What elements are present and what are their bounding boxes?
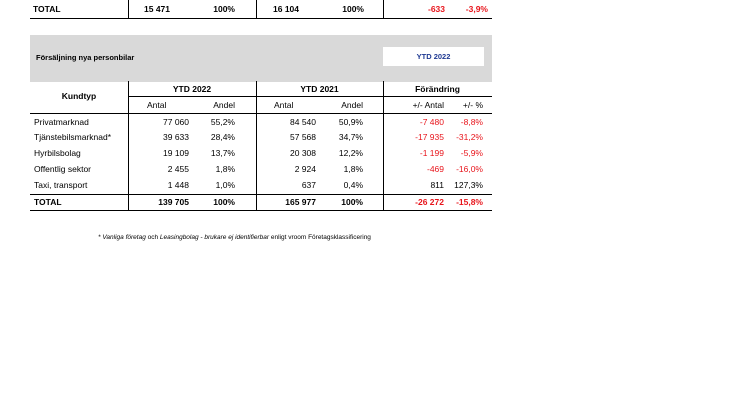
sub-change-antal: +/- Antal: [412, 100, 444, 110]
row-antal-2021: 84 540: [290, 117, 316, 127]
row-change-pct: -31,2%: [456, 132, 483, 142]
group-forandring: Förändring: [415, 84, 460, 94]
row-andel-2022: 1,0%: [215, 180, 235, 190]
row-antal-2021: 20 308: [290, 148, 316, 158]
row-antal-2022: 1 448: [167, 180, 189, 190]
row-kundtyp: Tjänstebilsmarknad*: [34, 132, 112, 142]
row-change-pct: -5,9%: [460, 148, 483, 158]
total-change-pct: -15,8%: [456, 197, 483, 207]
sub-andel-2022: Andel: [213, 100, 235, 110]
sub-change-pct: +/- %: [462, 100, 483, 110]
row-kundtyp: Taxi, transport: [34, 180, 88, 190]
group-underline: [128, 96, 492, 97]
row-change-pct: -16,0%: [456, 164, 483, 174]
header-bottom-rule: [30, 113, 492, 114]
sub-andel-2021: Andel: [341, 100, 363, 110]
top-total-label: TOTAL: [33, 4, 61, 14]
row-kundtyp: Hyrbilsbolag: [34, 148, 81, 158]
section-title: Försäljning nya personbilar: [36, 53, 135, 62]
footnote: [98, 234, 371, 241]
total-andel-2022: 100%: [213, 197, 235, 207]
group-ytd-2021: YTD 2021: [300, 84, 339, 94]
total-bottom-rule: [30, 210, 492, 211]
row-andel-2022: 28,4%: [210, 132, 235, 142]
table-row: [30, 147, 492, 160]
top-total-andel-2022: 100%: [213, 4, 235, 14]
row-andel-2021: 1,8%: [343, 164, 363, 174]
row-antal-2022: 39 633: [163, 132, 189, 142]
footnote-part-2: och: [145, 234, 160, 241]
row-antal-2022: 2 455: [167, 164, 189, 174]
row-andel-2022: 55,2%: [210, 117, 235, 127]
table-row: [30, 131, 492, 144]
table-row: [30, 116, 492, 129]
top-total-row: [30, 0, 492, 20]
top-divider-2: [256, 0, 257, 19]
top-total-change-pct: -3,9%: [465, 4, 488, 14]
col-kundtyp: Kundtyp: [61, 91, 97, 101]
row-andel-2021: 0,4%: [343, 180, 363, 190]
header-top-rule: [30, 81, 492, 82]
row-antal-2021: 57 568: [290, 132, 316, 142]
row-antal-2021: 637: [301, 180, 316, 190]
row-andel-2022: 13,7%: [210, 148, 235, 158]
top-total-andel-2021: 100%: [342, 4, 364, 14]
total-antal-2021: 165 977: [285, 197, 316, 207]
row-andel-2021: 12,2%: [338, 148, 363, 158]
row-change-antal: -17 935: [415, 132, 444, 142]
total-top-rule: [30, 194, 492, 195]
sub-antal-2022: Antal: [147, 100, 167, 110]
sub-antal-2021: Antal: [274, 100, 294, 110]
footnote-part-4: enligt vroom Företagsklassificering: [269, 234, 371, 241]
row-andel-2022: 1,8%: [215, 164, 235, 174]
total-label: TOTAL: [34, 197, 62, 207]
top-total-antal-2021: 16 104: [273, 4, 299, 14]
group-ytd-2022: YTD 2022: [172, 84, 212, 94]
row-antal-2021: 2 924: [294, 164, 316, 174]
row-andel-2021: 50,9%: [338, 117, 363, 127]
total-antal-2022: 139 705: [158, 197, 189, 207]
table-row: [30, 179, 492, 192]
row-change-antal: 811: [430, 180, 444, 190]
top-divider-1: [128, 0, 129, 19]
row-change-antal: -469: [426, 164, 444, 174]
row-change-pct: -8,8%: [460, 117, 483, 127]
total-row: [30, 196, 492, 209]
row-change-antal: -7 480: [419, 117, 444, 127]
table-row: [30, 163, 492, 176]
top-total-change-antal: -633: [427, 4, 445, 14]
row-antal-2022: 19 109: [163, 148, 189, 158]
row-antal-2022: 77 060: [163, 117, 189, 127]
period-badge-label: YTD 2022: [416, 52, 451, 61]
row-kundtyp: Offentlig sektor: [34, 164, 92, 174]
top-total-antal-2022: 15 471: [144, 4, 170, 14]
total-change-antal: -26 272: [415, 197, 444, 207]
period-badge: [383, 47, 484, 66]
total-andel-2021: 100%: [341, 197, 363, 207]
top-divider-3: [383, 0, 384, 19]
row-change-antal: -1 199: [419, 148, 444, 158]
footnote-part-1: * Vanliga företag: [98, 234, 146, 241]
top-bottom-rule: [30, 18, 492, 19]
row-change-pct: 127,3%: [454, 180, 483, 190]
footnote-part-3: Leasingbolag - brukare ej identifierbar: [159, 234, 270, 241]
row-andel-2021: 34,7%: [338, 132, 363, 142]
row-kundtyp: Privatmarknad: [34, 117, 89, 127]
